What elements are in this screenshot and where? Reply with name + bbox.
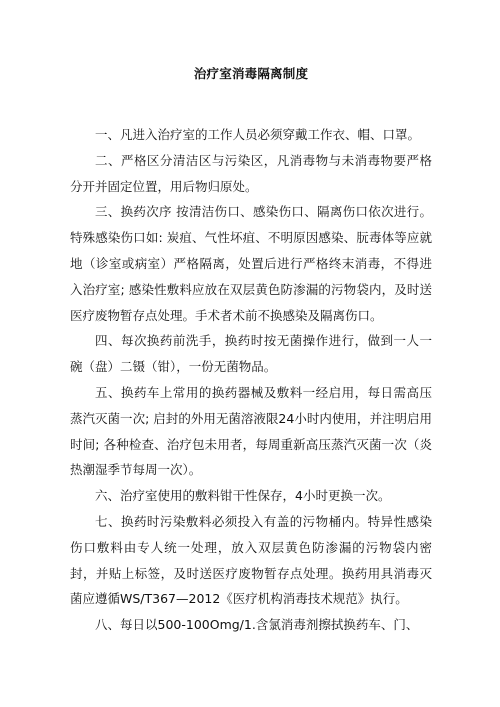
paragraph-7: 七、换药时污染敷料必须投入有盖的污物桶内。特异性感染伤口敷料由专人统一处理，放入双层黄色防渗漏的污物袋内密封，并贴上标签，及时送医疗废物暂存点处理。换药用具消毒灭菌应遵循WS/T367—2012《医疗机构消毒技术规范》执行。 [70,513,432,607]
paragraph-1: 一、凡进入治疗室的工作人员必须穿戴工作衣、帽、口罩。 [95,127,421,142]
document-title: 治疗室消毒隔离制度 [193,66,309,81]
paragraph-5: 五、换药车上常用的换药器械及敷料一经启用，每日需高压蒸汽灭菌一次; 启封的外用无菌溶液限24小时内使用，并注明启用时间; 各种检查、治疗包未用者，每周重新高压蒸汽灭菌一次（炎热潮湿季节每周一次）。 [70,384,432,478]
paragraph-3: 三、换药次序 按清洁伤口、感染伤口、隔离伤口依次进行。特殊感染伤口如: 炭疽、气性坏疽、不明原因感染、朊毒体等应就地（诊室或病室）严格隔离，处置后进行严格终末消毒，不得进入治疗室; 感染性敷料应放在双层黄色防渗漏的污物袋内，及时送医疗废物暂存点处理。手术者术前不换感染及隔离伤口。 [70,204,432,323]
paragraph-2: 二、严格区分清洁区与污染区，凡消毒物与未消毒物要严格分开并固定位置，用后物归原处。 [70,152,432,194]
paragraph-4: 四、每次换药前洗手，换药时按无菌操作进行，做到一人一碗（盘）二镊（钳），一份无菌物品。 [70,333,432,375]
paragraph-6: 六、治疗室使用的敷料钳干性保存，4小时更换一次。 [95,488,391,504]
paragraph-8: 八、每日以500-100Omg/1.含氯消毒剂擦拭换药车、门、 [95,617,419,633]
